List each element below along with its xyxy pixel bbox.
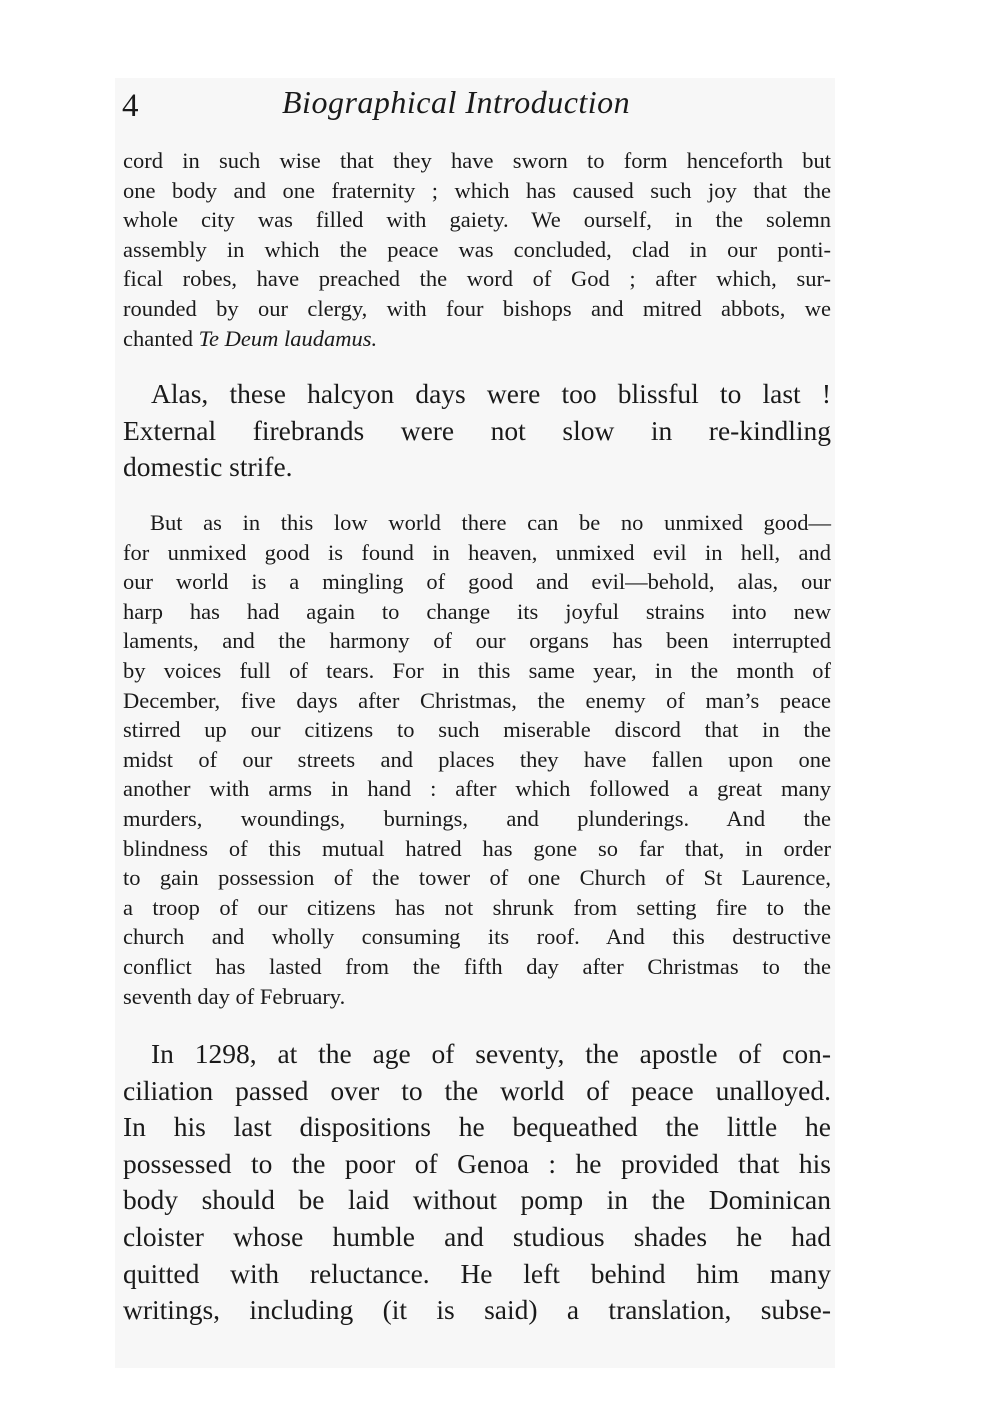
running-title: Biographical Introduction	[282, 84, 631, 120]
text-line: blindness of this mutual hatred has gone so far that, in order	[123, 835, 831, 861]
text-line: domestic strife.	[123, 451, 293, 483]
text-line: Alas, these halcyon days were too blissful to last !	[151, 378, 831, 409]
text-line: possessed to the poor of Genoa : he provided that his	[123, 1147, 831, 1179]
text-line: December, five days after Christmas, the enemy of man’s peace	[123, 687, 831, 713]
text-line: another with arms in hand : after which followed a great many	[123, 776, 831, 802]
text-line: rounded by our clergy, with four bishops and mitred abbots, we	[123, 295, 831, 321]
quote-block-2	[123, 508, 831, 1011]
text-line: In his last dispositions he bequeathed the little he	[123, 1111, 831, 1143]
text-line: External firebrands were not slow in re-kindling	[123, 414, 831, 446]
text-line: one body and one fraternity ; which has caused such joy that the	[123, 177, 831, 203]
latin-phrase: Te Deum laudamus.	[198, 325, 378, 351]
text-line	[123, 324, 831, 354]
text-line: for unmixed good is found in heaven, unmixed evil in hell, and	[123, 539, 831, 565]
text-line: to gain possession of the tower of one Church of St Laurence,	[123, 865, 831, 891]
text-line: a troop of our citizens has not shrunk from setting fire to the	[123, 894, 831, 920]
text-line: But as in this low world there can be no unmixed good—	[150, 510, 831, 535]
text-line: laments, and the harmony of our organs has been interrupted	[123, 628, 831, 654]
text-line: by voices full of tears. For in this same year, in the month of	[123, 657, 831, 683]
text-line: stirred up our citizens to such miserable discord that in the	[123, 717, 831, 743]
paragraph-2	[123, 1036, 831, 1329]
quote-block-1	[123, 146, 831, 353]
text-line: church and wholly consuming its roof. And this destructive	[123, 924, 831, 950]
page-number: 4	[122, 88, 139, 124]
text-line: assembly in which the peace was concluded, clad in our ponti-	[123, 236, 831, 262]
text-fragment: chanted	[123, 325, 199, 351]
text-line: our world is a mingling of good and evil—behold, alas, our	[123, 569, 831, 595]
text-line: quitted with reluctance. He left behind him many	[123, 1257, 831, 1289]
text-line: body should be laid without pomp in the Dominican	[123, 1184, 831, 1216]
text-line: cloister whose humble and studious shades he had	[123, 1220, 831, 1252]
text-line: midst of our streets and places they have fallen upon one	[123, 746, 831, 772]
page-header	[120, 82, 832, 128]
text-line: In 1298, at the age of seventy, the apostle of con-	[151, 1038, 831, 1069]
text-line: conflict has lasted from the fifth day after Christmas to the	[123, 953, 831, 979]
paragraph-1	[123, 376, 831, 486]
text-line: writings, including (it is said) a translation, subse-	[123, 1294, 831, 1326]
text-line: fical robes, have preached the word of God ; after which, sur-	[123, 266, 831, 292]
text-line: seventh day of February.	[123, 983, 346, 1009]
text-line: harp has had again to change its joyful strains into new	[123, 598, 831, 624]
text-line: ciliation passed over to the world of peace unalloyed.	[123, 1074, 831, 1106]
text-line: murders, woundings, burnings, and plunderings. And the	[123, 805, 831, 831]
text-line: cord in such wise that they have sworn to form henceforth but	[123, 148, 831, 173]
text-line: whole city was filled with gaiety. We ourself, in the solemn	[123, 207, 831, 233]
